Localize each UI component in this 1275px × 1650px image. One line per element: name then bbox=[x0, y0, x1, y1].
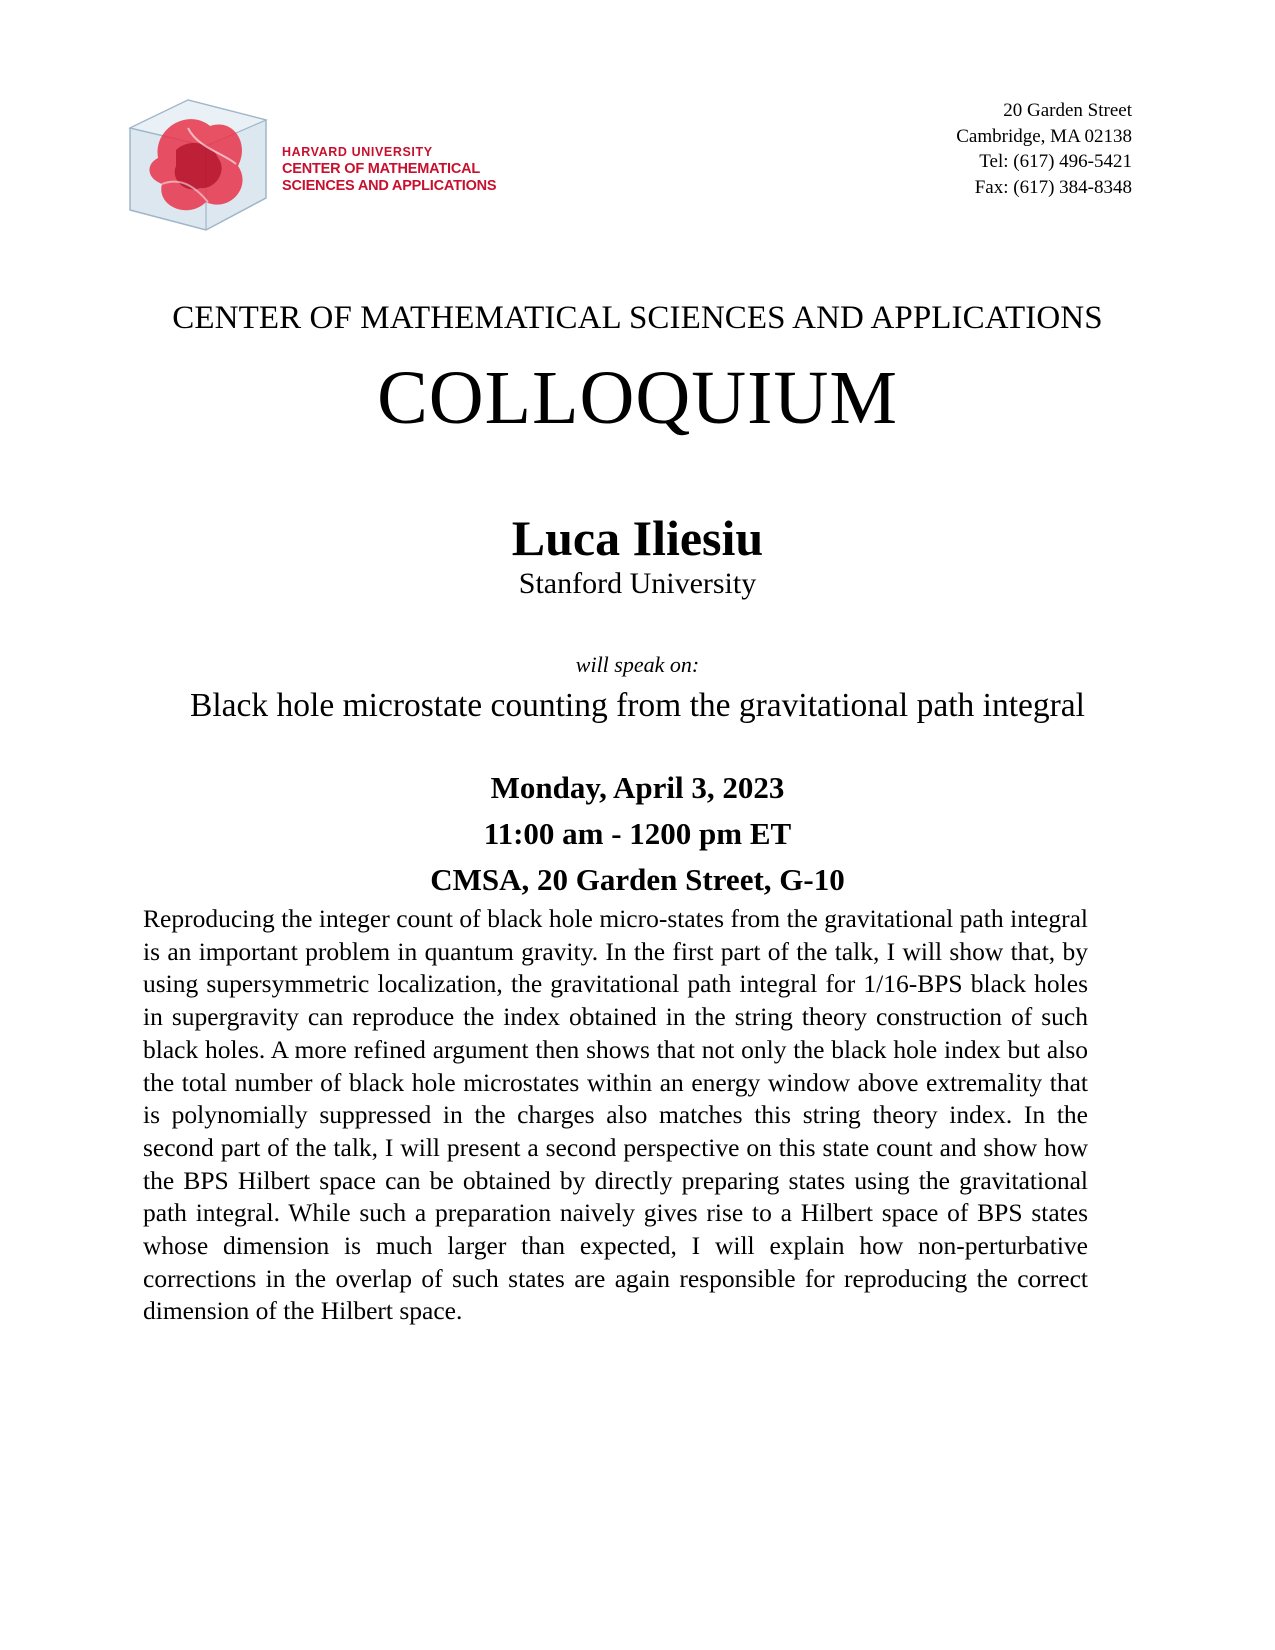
cmsa-logo-icon bbox=[128, 98, 268, 232]
logo-wordmark bbox=[282, 144, 496, 195]
speaker-affiliation: Stanford University bbox=[518, 567, 757, 600]
event-date: Monday, April 3, 2023 bbox=[490, 770, 785, 805]
talk-intro: will speak on: bbox=[575, 652, 700, 677]
logo-line-university: HARVARD UNIVERSITY bbox=[282, 145, 433, 159]
abstract-text: Reproducing the integer count of black hole micro-states from the gravitational path integral is an important problem in quantum gravity. In the first part of the talk, I will show that, by using supersymmetric localization, the gravitational path integral for 1/16-BPS black holes in supergravity can reproduce the index obtained in the string theory construction of such black holes. A more refined argument then shows that not only the black hole index but also the total number of black hole microstates within an energy window above extremality that is polynomially suppressed in the charges also matches this string theory index. In the second part of the talk, I will present a second perspective on this state count and show how the BPS Hilbert space can be obtained by directly preparing states using the gravitational path integral. While such a preparation naively gives rise to a Hilbert space of BPS states whose dimension is much larger than expected, I will explain how non-perturbative corrections in the overlap of such states are again responsible for reproducing the correct dimension of the Hilbert space. bbox=[143, 904, 1088, 1326]
logo-line-sciences: SCIENCES AND APPLICATIONS bbox=[282, 178, 497, 194]
talk-title: Black hole microstate counting from the gravitational path integral bbox=[190, 687, 1085, 724]
address-city: Cambridge, MA 02138 bbox=[956, 125, 1132, 147]
speaker-name: Luca Iliesiu bbox=[511, 510, 764, 566]
address-tel: Tel: (617) 496-5421 bbox=[979, 151, 1132, 172]
logo-line-center: CENTER OF MATHEMATICAL bbox=[282, 161, 481, 177]
event-type-title: COLLOQUIUM bbox=[377, 356, 898, 440]
event-location: CMSA, 20 Garden Street, G-10 bbox=[430, 862, 845, 897]
address-block bbox=[956, 98, 1132, 200]
address-fax: Fax: (617) 384-8348 bbox=[974, 176, 1132, 198]
address-street: 20 Garden Street bbox=[1003, 100, 1132, 121]
org-heading: CENTER OF MATHEMATICAL SCIENCES AND APPLICATIONS bbox=[172, 300, 1103, 336]
event-time: 11:00 am - 1200 pm ET bbox=[483, 816, 792, 851]
